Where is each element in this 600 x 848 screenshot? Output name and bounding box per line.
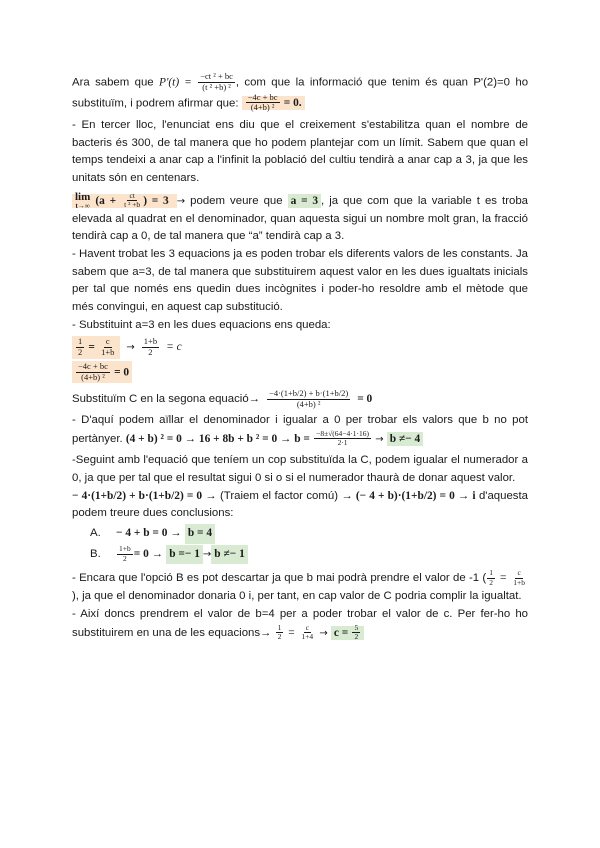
highlight-b-equals-4: b = 4 bbox=[185, 524, 215, 544]
highlight-equation-2 bbox=[242, 91, 305, 113]
arrow-icon: → bbox=[202, 548, 212, 560]
fraction-derivative bbox=[198, 72, 235, 93]
limit-subscript: t→∞ bbox=[75, 201, 90, 210]
fraction bbox=[487, 569, 495, 587]
arrow-icon: → bbox=[126, 341, 135, 353]
arrow-icon: → bbox=[375, 433, 384, 445]
fraction-denominator: 2 bbox=[354, 632, 359, 642]
fraction-numerator: −8±√(64−4·1·16) bbox=[316, 428, 370, 438]
highlight-equation-1 bbox=[72, 336, 120, 359]
text: ), ja que el denominador donaria 0 i, per tant, en cap valor de C podria complir la igualtat. bbox=[72, 590, 522, 603]
paragraph-factor bbox=[72, 488, 528, 523]
text: - Encara que l'opció B es pot descartar ja que b mai podrà prendre el valor de -1 ( bbox=[72, 572, 487, 585]
option-equation: − 4 + b = 0 → bbox=[116, 527, 182, 540]
text: (Traiem el factor comú) bbox=[220, 489, 338, 502]
text: d'aquesta podem treure dues conclusions: bbox=[72, 489, 528, 520]
paragraph-substitute: - Substituint a=3 en les dues equacions ens queda: bbox=[72, 318, 331, 331]
option-label: B. bbox=[90, 547, 101, 560]
highlight-limit-equation bbox=[72, 190, 177, 210]
fraction-numerator: ct bbox=[129, 190, 135, 200]
arrow-icon: → bbox=[319, 627, 328, 639]
fraction-numerator: 1+b bbox=[143, 336, 158, 347]
limit-close: ) = 3 bbox=[143, 194, 169, 207]
factored-equation: → (− 4 + b)·(1+b/2) = 0 → i bbox=[341, 489, 476, 502]
numerator-equation: − 4·(1+b/2) + b·(1+b/2) = 0 → bbox=[72, 489, 217, 502]
option-label: A. bbox=[90, 527, 101, 540]
fraction-denominator: 1+b bbox=[101, 347, 115, 358]
formula-lhs: P'(t) = bbox=[158, 76, 192, 89]
text: Substituïm C en la segona equació→ bbox=[72, 392, 261, 405]
fraction-denominator: 2 bbox=[122, 554, 127, 564]
fraction-denominator: 1+4 bbox=[301, 632, 314, 642]
fraction-numerator: c bbox=[105, 336, 110, 347]
fraction-denominator: (4+b) ² bbox=[81, 371, 105, 382]
equation-2 bbox=[72, 361, 528, 384]
fraction-denominator: 2·1 bbox=[337, 438, 348, 448]
paragraph-denominator bbox=[72, 412, 528, 448]
text: podem veure que bbox=[190, 194, 283, 207]
paragraph-discard bbox=[72, 569, 528, 605]
document-body bbox=[72, 72, 528, 642]
fraction bbox=[142, 337, 159, 358]
highlight-b-not-minus-4: b ≠− 4 bbox=[387, 432, 423, 446]
equals-sign: = bbox=[499, 572, 507, 585]
fraction-denominator: t ² +b bbox=[124, 200, 141, 210]
paragraph-numerator: -Seguint amb l'equació que teníem un cop substituïda la C, podem igualar el numerador a 0, ja que per tal que el resultat sigui 0 si o si el numerador thaurà de donar aquest valor. bbox=[72, 454, 528, 485]
paragraph-solve: - Havent trobat les 3 equacions ja es poden trobar els diferents valors de les constants. Ja sabem que a=3, de tal manera que substituirem aquest valor en les dues igualtats inicials per tal que només ens quedin dues incògnites i poder-ho resoldre amb el mètode que més convingui, en aquest cap substitució. bbox=[72, 247, 528, 313]
text: - D'aquí podem aïllar el denominador i igualar a 0 per trobar els valors que b no pot pertànyer. bbox=[72, 413, 528, 445]
fraction-denominator: 2 bbox=[489, 578, 493, 587]
fraction-numerator: −4c + bc bbox=[78, 360, 108, 371]
fraction bbox=[99, 337, 116, 358]
equals-sign: = bbox=[287, 626, 296, 639]
fraction-denominator: 2 bbox=[78, 347, 83, 358]
fraction-numerator: 1+b bbox=[119, 544, 131, 554]
fraction-denominator: 1+b bbox=[513, 578, 525, 587]
fraction-numerator: −4·(1+b/2) + b·(1+b/2) bbox=[269, 388, 349, 399]
fraction bbox=[76, 362, 110, 383]
fraction-numerator: 1 bbox=[277, 622, 282, 632]
paragraph-limit bbox=[72, 192, 528, 246]
fraction bbox=[246, 93, 280, 114]
fraction-numerator: c bbox=[517, 568, 521, 578]
fraction bbox=[276, 624, 284, 642]
fraction-numerator: −ct ² + bc bbox=[200, 71, 233, 81]
highlight-b-not-minus-1: b ≠− 1 bbox=[211, 545, 247, 565]
denominator-equation: (4 + b) ² = 0 → 16 + 8b + b ² = 0 → b = bbox=[125, 432, 310, 445]
equation-3 bbox=[72, 389, 528, 410]
limit-open: (a + bbox=[95, 194, 117, 207]
fraction-numerator: c bbox=[305, 622, 309, 632]
fraction bbox=[122, 192, 142, 210]
text: - Així doncs prendrem el valor de b=4 per a poder trobar el valor de c. Per fer-ho ho substituirem en una de les equacions→ bbox=[72, 607, 528, 639]
fraction-numerator: 5 bbox=[354, 622, 359, 632]
text: , com que la informació que tenim és quan P'(2)=0 ho substituïm, i podrem afirmar que: bbox=[72, 76, 529, 109]
highlight-b-minus-1: b =− 1 bbox=[166, 545, 203, 565]
text: Ara sabem que bbox=[72, 76, 154, 89]
fraction-numerator: −4c + bc bbox=[247, 91, 278, 102]
fraction bbox=[299, 624, 315, 642]
option-a bbox=[90, 524, 528, 544]
fraction-denominator: (t ² +b) ² bbox=[202, 81, 231, 92]
paragraph-derivative bbox=[72, 72, 528, 113]
option-b bbox=[90, 545, 528, 565]
fraction-numerator: 1 bbox=[489, 568, 493, 578]
paragraph-limit-intro: - En tercer lloc, l'enunciat ens diu que el creixement s'estabilitza quan el nombre de bacteris és 300, de tal manera que ho podem plantejar com un límit. Sabem que quan el temps tendeixi a anar cap a l'infinit la població del cultiu tendirà a anar cap a 3, ja que les unitats són en centenars. bbox=[72, 119, 528, 185]
fraction bbox=[267, 389, 350, 410]
fraction-denominator: 2 bbox=[277, 632, 282, 642]
highlight-c-result bbox=[331, 622, 364, 642]
fraction-denominator: (4+b) ² bbox=[250, 102, 275, 113]
fraction bbox=[511, 569, 527, 587]
fraction-numerator: 1 bbox=[78, 336, 83, 347]
limit-operator bbox=[75, 192, 90, 210]
equation-rhs: = 0 bbox=[114, 366, 130, 379]
highlight-result-a: a = 3 bbox=[288, 194, 321, 208]
fraction-denominator: 2 bbox=[148, 347, 153, 358]
highlight-equation-2b bbox=[72, 361, 132, 384]
result-label: c = bbox=[333, 626, 349, 639]
fraction-quadratic bbox=[314, 430, 371, 448]
text: , ja que com que la variable t es troba elevada al quadrat en el denominador, quan aquesta sigui un nombre molt gran, la fracció tendirà cap a 0, de tal manera que “a” tendirà cap a 3. bbox=[72, 194, 528, 243]
equation-rhs: = 0 bbox=[357, 392, 373, 405]
fraction bbox=[76, 337, 84, 358]
equation-rhs: = c bbox=[166, 340, 182, 353]
option-equation: = 0 → bbox=[133, 547, 164, 560]
fraction bbox=[117, 545, 133, 563]
arrow-icon: → bbox=[176, 195, 186, 207]
fraction bbox=[352, 624, 360, 642]
limit-label: lim bbox=[75, 190, 91, 203]
equation-rhs: = 0. bbox=[283, 96, 302, 109]
equals-sign: = bbox=[88, 341, 95, 354]
paragraph-final bbox=[72, 606, 528, 642]
equation-1 bbox=[72, 336, 528, 359]
fraction-denominator: (4+b) ² bbox=[296, 399, 321, 410]
